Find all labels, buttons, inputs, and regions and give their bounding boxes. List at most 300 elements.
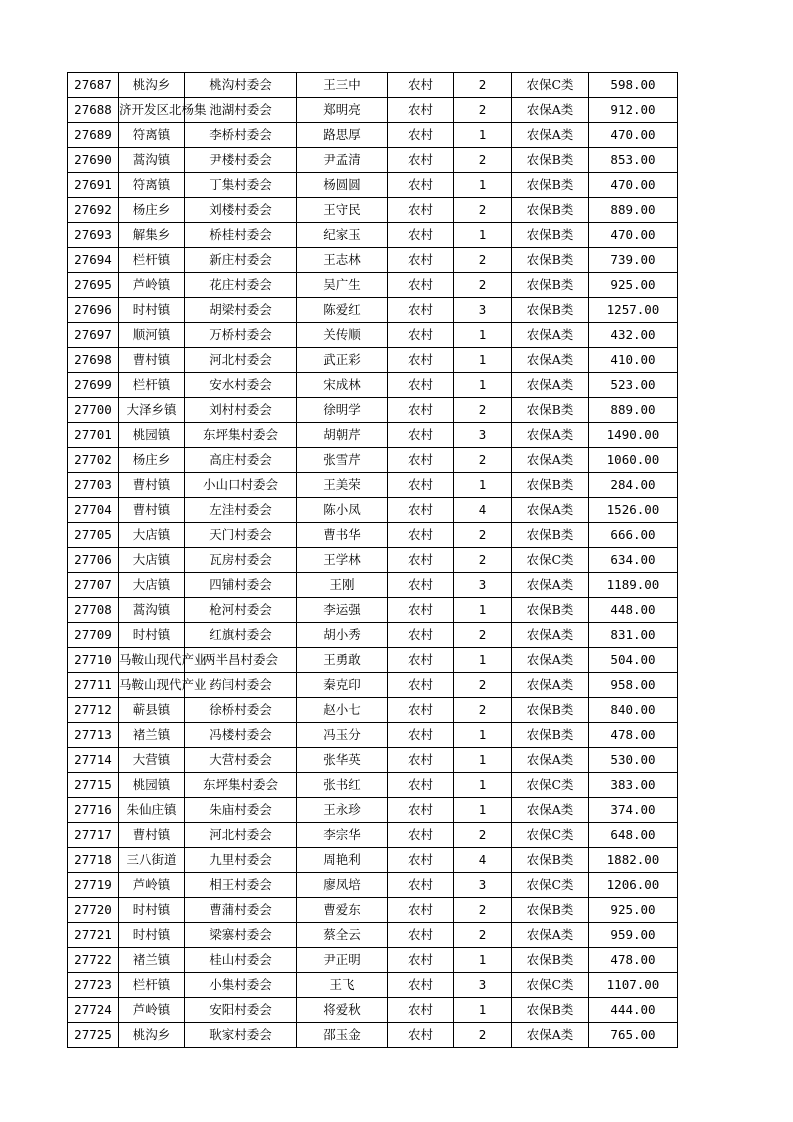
- household-type-cell: 农村: [388, 598, 454, 623]
- table-row: [68, 198, 678, 223]
- person-name-cell: 纪家玉: [297, 223, 388, 248]
- household-type-cell: 农村: [388, 223, 454, 248]
- records-table: [67, 72, 678, 1048]
- village-committee-cell: 尹楼村委会: [185, 148, 297, 173]
- amount-cell: 1490.00: [589, 423, 678, 448]
- town-cell: 褚兰镇: [119, 948, 185, 973]
- person-name-cell: 武正彩: [297, 348, 388, 373]
- household-type-cell: 农村: [388, 623, 454, 648]
- household-type-cell: 农村: [388, 1023, 454, 1048]
- person-name-cell: 陈小凤: [297, 498, 388, 523]
- amount-cell: 504.00: [589, 648, 678, 673]
- insurance-category-cell: 农保A类: [512, 98, 589, 123]
- town-cell: 蕲县镇: [119, 698, 185, 723]
- member-count-cell: 1: [454, 123, 512, 148]
- village-committee-cell: 胡梁村委会: [185, 298, 297, 323]
- village-committee-cell: 花庄村委会: [185, 273, 297, 298]
- table-row: [68, 998, 678, 1023]
- village-committee-cell: 安阳村委会: [185, 998, 297, 1023]
- record-id-cell: 27688: [68, 98, 119, 123]
- town-cell: 曹村镇: [119, 823, 185, 848]
- household-type-cell: 农村: [388, 873, 454, 898]
- amount-cell: 958.00: [589, 673, 678, 698]
- member-count-cell: 4: [454, 498, 512, 523]
- member-count-cell: 2: [454, 198, 512, 223]
- household-type-cell: 农村: [388, 648, 454, 673]
- table-row: [68, 523, 678, 548]
- table-row: [68, 498, 678, 523]
- member-count-cell: 1: [454, 998, 512, 1023]
- household-type-cell: 农村: [388, 498, 454, 523]
- amount-cell: 1257.00: [589, 298, 678, 323]
- amount-cell: 831.00: [589, 623, 678, 648]
- amount-cell: 1189.00: [589, 573, 678, 598]
- household-type-cell: 农村: [388, 373, 454, 398]
- member-count-cell: 3: [454, 873, 512, 898]
- town-cell: 桃沟乡: [119, 1023, 185, 1048]
- town-cell: 栏杆镇: [119, 248, 185, 273]
- insurance-category-cell: 农保B类: [512, 223, 589, 248]
- insurance-category-cell: 农保A类: [512, 798, 589, 823]
- member-count-cell: 2: [454, 623, 512, 648]
- table-row: [68, 473, 678, 498]
- village-committee-cell: 小山口村委会: [185, 473, 297, 498]
- table-row: [68, 348, 678, 373]
- table-row: [68, 823, 678, 848]
- table-row: [68, 73, 678, 98]
- village-committee-cell: 两半昌村委会: [185, 648, 297, 673]
- town-cell: 大店镇: [119, 548, 185, 573]
- person-name-cell: 王三中: [297, 73, 388, 98]
- table-row: [68, 973, 678, 998]
- record-id-cell: 27703: [68, 473, 119, 498]
- record-id-cell: 27696: [68, 298, 119, 323]
- insurance-category-cell: 农保B类: [512, 723, 589, 748]
- town-cell: 符离镇: [119, 173, 185, 198]
- record-id-cell: 27724: [68, 998, 119, 1023]
- person-name-cell: 王守民: [297, 198, 388, 223]
- member-count-cell: 3: [454, 973, 512, 998]
- member-count-cell: 1: [454, 373, 512, 398]
- person-name-cell: 王勇敢: [297, 648, 388, 673]
- town-cell: 时村镇: [119, 623, 185, 648]
- record-id-cell: 27725: [68, 1023, 119, 1048]
- table-row: [68, 148, 678, 173]
- town-cell: 解集乡: [119, 223, 185, 248]
- household-type-cell: 农村: [388, 998, 454, 1023]
- town-cell: 时村镇: [119, 898, 185, 923]
- village-committee-cell: 桂山村委会: [185, 948, 297, 973]
- member-count-cell: 2: [454, 673, 512, 698]
- household-type-cell: 农村: [388, 573, 454, 598]
- village-committee-cell: 梁寨村委会: [185, 923, 297, 948]
- insurance-category-cell: 农保B类: [512, 148, 589, 173]
- person-name-cell: 张华英: [297, 748, 388, 773]
- person-name-cell: 王学林: [297, 548, 388, 573]
- insurance-category-cell: 农保B类: [512, 848, 589, 873]
- member-count-cell: 2: [454, 523, 512, 548]
- table-row: [68, 848, 678, 873]
- insurance-category-cell: 农保A类: [512, 748, 589, 773]
- village-committee-cell: 万桥村委会: [185, 323, 297, 348]
- record-id-cell: 27704: [68, 498, 119, 523]
- record-id-cell: 27691: [68, 173, 119, 198]
- town-cell: 曹村镇: [119, 498, 185, 523]
- town-cell: 马鞍山现代产业: [119, 648, 185, 673]
- household-type-cell: 农村: [388, 298, 454, 323]
- member-count-cell: 1: [454, 773, 512, 798]
- table-row: [68, 573, 678, 598]
- record-id-cell: 27710: [68, 648, 119, 673]
- member-count-cell: 1: [454, 598, 512, 623]
- record-id-cell: 27721: [68, 923, 119, 948]
- village-committee-cell: 桥桂村委会: [185, 223, 297, 248]
- member-count-cell: 3: [454, 573, 512, 598]
- town-cell: 符离镇: [119, 123, 185, 148]
- person-name-cell: 周艳利: [297, 848, 388, 873]
- town-cell: 大营镇: [119, 748, 185, 773]
- insurance-category-cell: 农保B类: [512, 273, 589, 298]
- amount-cell: 444.00: [589, 998, 678, 1023]
- insurance-category-cell: 农保A类: [512, 923, 589, 948]
- record-id-cell: 27701: [68, 423, 119, 448]
- town-cell: 蒿沟镇: [119, 598, 185, 623]
- insurance-category-cell: 农保A类: [512, 448, 589, 473]
- person-name-cell: 曹爱东: [297, 898, 388, 923]
- insurance-category-cell: 农保C类: [512, 973, 589, 998]
- insurance-category-cell: 农保A类: [512, 623, 589, 648]
- amount-cell: 959.00: [589, 923, 678, 948]
- table-row: [68, 273, 678, 298]
- household-type-cell: 农村: [388, 398, 454, 423]
- record-id-cell: 27720: [68, 898, 119, 923]
- town-cell: 大店镇: [119, 573, 185, 598]
- village-committee-cell: 四铺村委会: [185, 573, 297, 598]
- amount-cell: 648.00: [589, 823, 678, 848]
- village-committee-cell: 小集村委会: [185, 973, 297, 998]
- table-row: [68, 173, 678, 198]
- amount-cell: 889.00: [589, 198, 678, 223]
- insurance-category-cell: 农保C类: [512, 873, 589, 898]
- person-name-cell: 王飞: [297, 973, 388, 998]
- amount-cell: 470.00: [589, 223, 678, 248]
- record-id-cell: 27706: [68, 548, 119, 573]
- village-committee-cell: 东坪集村委会: [185, 773, 297, 798]
- record-id-cell: 27697: [68, 323, 119, 348]
- member-count-cell: 2: [454, 548, 512, 573]
- amount-cell: 840.00: [589, 698, 678, 723]
- table-row: [68, 748, 678, 773]
- person-name-cell: 尹孟清: [297, 148, 388, 173]
- village-committee-cell: 高庄村委会: [185, 448, 297, 473]
- village-committee-cell: 刘村村委会: [185, 398, 297, 423]
- amount-cell: 912.00: [589, 98, 678, 123]
- village-committee-cell: 朱庙村委会: [185, 798, 297, 823]
- household-type-cell: 农村: [388, 548, 454, 573]
- record-id-cell: 27715: [68, 773, 119, 798]
- insurance-category-cell: 农保A类: [512, 373, 589, 398]
- table-row: [68, 323, 678, 348]
- person-name-cell: 赵小七: [297, 698, 388, 723]
- insurance-category-cell: 农保A类: [512, 423, 589, 448]
- amount-cell: 634.00: [589, 548, 678, 573]
- table-row: [68, 423, 678, 448]
- person-name-cell: 路思厚: [297, 123, 388, 148]
- person-name-cell: 尹正明: [297, 948, 388, 973]
- record-id-cell: 27705: [68, 523, 119, 548]
- town-cell: 栏杆镇: [119, 373, 185, 398]
- member-count-cell: 2: [454, 448, 512, 473]
- table-row: [68, 398, 678, 423]
- amount-cell: 666.00: [589, 523, 678, 548]
- town-cell: 褚兰镇: [119, 723, 185, 748]
- insurance-category-cell: 农保A类: [512, 648, 589, 673]
- table-row: [68, 373, 678, 398]
- amount-cell: 470.00: [589, 123, 678, 148]
- household-type-cell: 农村: [388, 523, 454, 548]
- person-name-cell: 张书红: [297, 773, 388, 798]
- insurance-category-cell: 农保C类: [512, 73, 589, 98]
- town-cell: 顺河镇: [119, 323, 185, 348]
- table-row: [68, 648, 678, 673]
- record-id-cell: 27714: [68, 748, 119, 773]
- household-type-cell: 农村: [388, 973, 454, 998]
- insurance-category-cell: 农保B类: [512, 298, 589, 323]
- village-committee-cell: 安水村委会: [185, 373, 297, 398]
- town-cell: 芦岭镇: [119, 873, 185, 898]
- person-name-cell: 陈爱红: [297, 298, 388, 323]
- insurance-category-cell: 农保C类: [512, 823, 589, 848]
- member-count-cell: 2: [454, 398, 512, 423]
- village-committee-cell: 相王村委会: [185, 873, 297, 898]
- household-type-cell: 农村: [388, 173, 454, 198]
- insurance-category-cell: 农保B类: [512, 598, 589, 623]
- amount-cell: 448.00: [589, 598, 678, 623]
- amount-cell: 523.00: [589, 373, 678, 398]
- member-count-cell: 1: [454, 348, 512, 373]
- person-name-cell: 将爱秋: [297, 998, 388, 1023]
- insurance-category-cell: 农保A类: [512, 348, 589, 373]
- household-type-cell: 农村: [388, 748, 454, 773]
- town-cell: 蒿沟镇: [119, 148, 185, 173]
- household-type-cell: 农村: [388, 123, 454, 148]
- household-type-cell: 农村: [388, 798, 454, 823]
- town-cell: 芦岭镇: [119, 998, 185, 1023]
- person-name-cell: 王志林: [297, 248, 388, 273]
- amount-cell: 410.00: [589, 348, 678, 373]
- village-committee-cell: 新庄村委会: [185, 248, 297, 273]
- amount-cell: 1526.00: [589, 498, 678, 523]
- person-name-cell: 宋成林: [297, 373, 388, 398]
- person-name-cell: 王美荣: [297, 473, 388, 498]
- person-name-cell: 张雪芹: [297, 448, 388, 473]
- amount-cell: 925.00: [589, 273, 678, 298]
- town-cell: 马鞍山现代产业: [119, 673, 185, 698]
- insurance-category-cell: 农保C类: [512, 773, 589, 798]
- insurance-category-cell: 农保B类: [512, 698, 589, 723]
- town-cell: 曹村镇: [119, 473, 185, 498]
- person-name-cell: 廖凤培: [297, 873, 388, 898]
- record-id-cell: 27700: [68, 398, 119, 423]
- person-name-cell: 吴广生: [297, 273, 388, 298]
- insurance-category-cell: 农保B类: [512, 248, 589, 273]
- village-committee-cell: 刘楼村委会: [185, 198, 297, 223]
- insurance-category-cell: 农保A类: [512, 673, 589, 698]
- person-name-cell: 秦克印: [297, 673, 388, 698]
- town-cell: 时村镇: [119, 923, 185, 948]
- town-cell: 栏杆镇: [119, 973, 185, 998]
- household-type-cell: 农村: [388, 323, 454, 348]
- table-row: [68, 248, 678, 273]
- person-name-cell: 冯玉分: [297, 723, 388, 748]
- household-type-cell: 农村: [388, 473, 454, 498]
- amount-cell: 765.00: [589, 1023, 678, 1048]
- village-committee-cell: 左洼村委会: [185, 498, 297, 523]
- record-id-cell: 27717: [68, 823, 119, 848]
- record-id-cell: 27712: [68, 698, 119, 723]
- amount-cell: 1206.00: [589, 873, 678, 898]
- amount-cell: 374.00: [589, 798, 678, 823]
- town-cell: 杨庄乡: [119, 448, 185, 473]
- household-type-cell: 农村: [388, 98, 454, 123]
- insurance-category-cell: 农保A类: [512, 573, 589, 598]
- amount-cell: 284.00: [589, 473, 678, 498]
- village-committee-cell: 桃沟村委会: [185, 73, 297, 98]
- table-body: [68, 73, 678, 1048]
- member-count-cell: 1: [454, 948, 512, 973]
- household-type-cell: 农村: [388, 923, 454, 948]
- amount-cell: 383.00: [589, 773, 678, 798]
- household-type-cell: 农村: [388, 348, 454, 373]
- town-cell: 曹村镇: [119, 348, 185, 373]
- person-name-cell: 关传顺: [297, 323, 388, 348]
- village-committee-cell: 瓦房村委会: [185, 548, 297, 573]
- table-row: [68, 798, 678, 823]
- insurance-category-cell: 农保A类: [512, 123, 589, 148]
- household-type-cell: 农村: [388, 148, 454, 173]
- person-name-cell: 曹书华: [297, 523, 388, 548]
- insurance-category-cell: 农保A类: [512, 323, 589, 348]
- member-count-cell: 2: [454, 898, 512, 923]
- table-row: [68, 223, 678, 248]
- household-type-cell: 农村: [388, 898, 454, 923]
- member-count-cell: 3: [454, 298, 512, 323]
- town-cell: 大泽乡镇: [119, 398, 185, 423]
- insurance-category-cell: 农保A类: [512, 498, 589, 523]
- person-name-cell: 王刚: [297, 573, 388, 598]
- household-type-cell: 农村: [388, 448, 454, 473]
- village-committee-cell: 冯楼村委会: [185, 723, 297, 748]
- town-cell: 大店镇: [119, 523, 185, 548]
- village-committee-cell: 药闫村委会: [185, 673, 297, 698]
- household-type-cell: 农村: [388, 673, 454, 698]
- person-name-cell: 王永珍: [297, 798, 388, 823]
- member-count-cell: 2: [454, 698, 512, 723]
- record-id-cell: 27702: [68, 448, 119, 473]
- member-count-cell: 3: [454, 423, 512, 448]
- town-cell: 朱仙庄镇: [119, 798, 185, 823]
- member-count-cell: 2: [454, 923, 512, 948]
- insurance-category-cell: 农保B类: [512, 473, 589, 498]
- table-row: [68, 898, 678, 923]
- household-type-cell: 农村: [388, 273, 454, 298]
- record-id-cell: 27690: [68, 148, 119, 173]
- record-id-cell: 27698: [68, 348, 119, 373]
- record-id-cell: 27711: [68, 673, 119, 698]
- member-count-cell: 1: [454, 323, 512, 348]
- record-id-cell: 27719: [68, 873, 119, 898]
- town-cell: 桃沟乡: [119, 73, 185, 98]
- table-row: [68, 948, 678, 973]
- amount-cell: 1060.00: [589, 448, 678, 473]
- table-row: [68, 923, 678, 948]
- insurance-category-cell: 农保A类: [512, 1023, 589, 1048]
- person-name-cell: 李运强: [297, 598, 388, 623]
- town-cell: 时村镇: [119, 298, 185, 323]
- amount-cell: 739.00: [589, 248, 678, 273]
- record-id-cell: 27708: [68, 598, 119, 623]
- table-row: [68, 448, 678, 473]
- village-committee-cell: 池湖村委会: [185, 98, 297, 123]
- member-count-cell: 1: [454, 798, 512, 823]
- household-type-cell: 农村: [388, 248, 454, 273]
- household-type-cell: 农村: [388, 73, 454, 98]
- amount-cell: 478.00: [589, 723, 678, 748]
- person-name-cell: 邵玉金: [297, 1023, 388, 1048]
- village-committee-cell: 天门村委会: [185, 523, 297, 548]
- record-id-cell: 27694: [68, 248, 119, 273]
- table-row: [68, 598, 678, 623]
- insurance-category-cell: 农保B类: [512, 398, 589, 423]
- town-cell: 杨庄乡: [119, 198, 185, 223]
- record-id-cell: 27707: [68, 573, 119, 598]
- insurance-category-cell: 农保B类: [512, 198, 589, 223]
- village-committee-cell: 红旗村委会: [185, 623, 297, 648]
- record-id-cell: 27687: [68, 73, 119, 98]
- record-id-cell: 27722: [68, 948, 119, 973]
- table-row: [68, 723, 678, 748]
- household-type-cell: 农村: [388, 698, 454, 723]
- amount-cell: 925.00: [589, 898, 678, 923]
- record-id-cell: 27718: [68, 848, 119, 873]
- table-row: [68, 623, 678, 648]
- town-cell: 济开发区北杨集: [119, 98, 185, 123]
- amount-cell: 530.00: [589, 748, 678, 773]
- town-cell: 桃园镇: [119, 423, 185, 448]
- household-type-cell: 农村: [388, 423, 454, 448]
- member-count-cell: 2: [454, 98, 512, 123]
- member-count-cell: 2: [454, 148, 512, 173]
- village-committee-cell: 大营村委会: [185, 748, 297, 773]
- record-id-cell: 27713: [68, 723, 119, 748]
- village-committee-cell: 徐桥村委会: [185, 698, 297, 723]
- insurance-category-cell: 农保B类: [512, 898, 589, 923]
- household-type-cell: 农村: [388, 848, 454, 873]
- village-committee-cell: 九里村委会: [185, 848, 297, 873]
- member-count-cell: 1: [454, 473, 512, 498]
- household-type-cell: 农村: [388, 773, 454, 798]
- person-name-cell: 胡小秀: [297, 623, 388, 648]
- table-row: [68, 1023, 678, 1048]
- member-count-cell: 4: [454, 848, 512, 873]
- village-committee-cell: 丁集村委会: [185, 173, 297, 198]
- village-committee-cell: 枪河村委会: [185, 598, 297, 623]
- insurance-category-cell: 农保B类: [512, 998, 589, 1023]
- record-id-cell: 27723: [68, 973, 119, 998]
- household-type-cell: 农村: [388, 823, 454, 848]
- member-count-cell: 2: [454, 248, 512, 273]
- person-name-cell: 郑明亮: [297, 98, 388, 123]
